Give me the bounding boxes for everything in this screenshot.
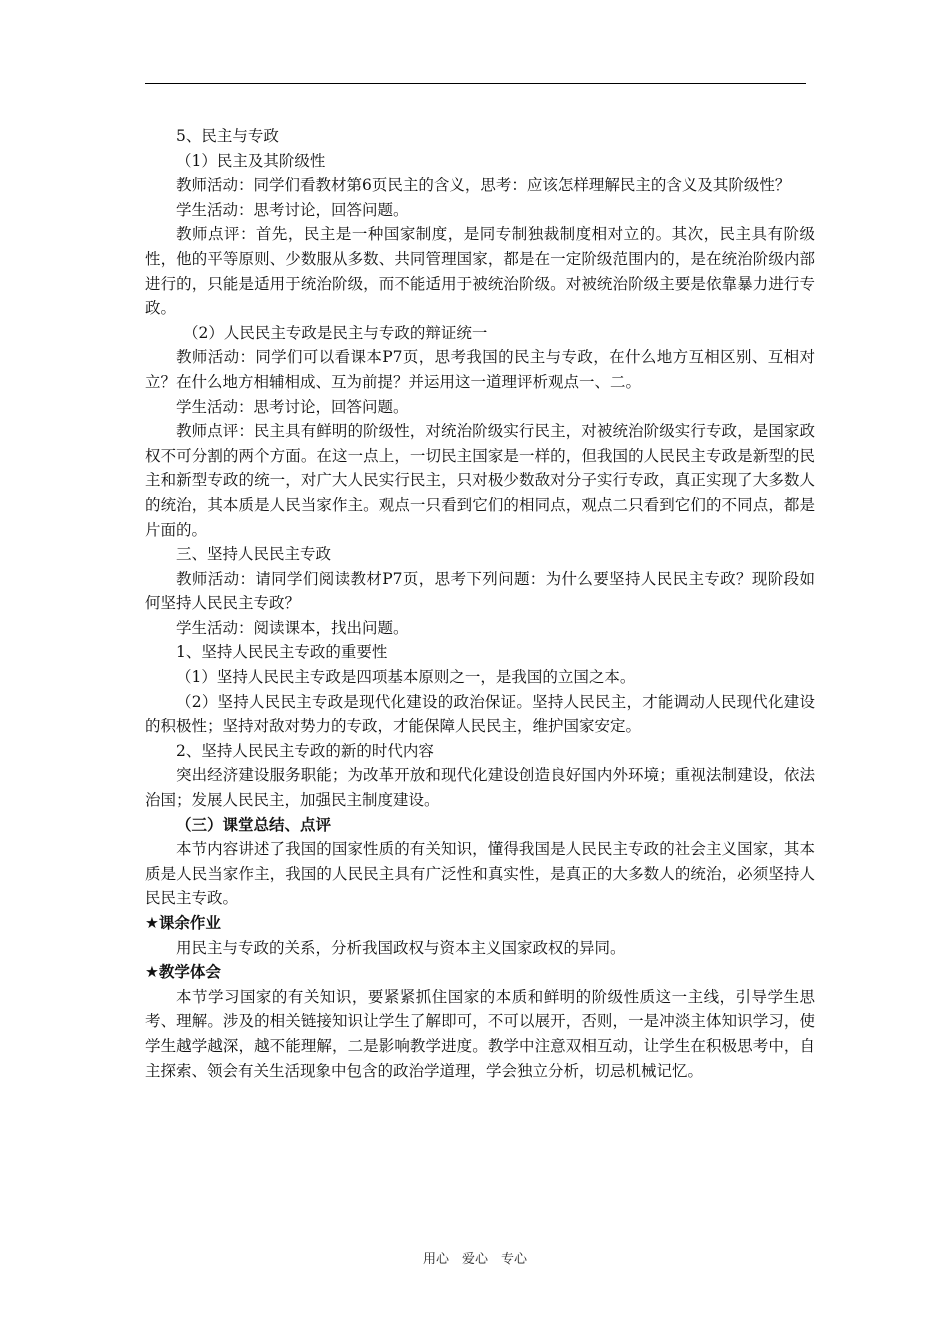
page-footer: 用心 爱心 专心	[422, 1252, 527, 1267]
paragraph: 突出经济建设服务职能；为改革开放和现代化建设创造良好国内外环境；重视法制建设，依法治国；发展人民民主，加强民主制度建设。	[145, 766, 815, 810]
section-heading: ★教学体会	[145, 963, 221, 982]
paragraph: 本节内容讲述了我国的国家性质的有关知识，懂得我国是人民民主专政的社会主义国家，其本质是人民当家作主，我国的人民民主具有广泛性和真实性，是真正的大多数人的统治，必须坚持人民民主专政。	[145, 840, 815, 908]
header-rule	[145, 83, 806, 84]
paragraph: （2）人民民主专政是民主与专政的辩证统一	[183, 323, 488, 342]
paragraph: 用民主与专政的关系，分析我国政权与资本主义国家政权的异同。	[176, 938, 626, 957]
paragraph: 教师活动：请同学们阅读教材P7页，思考下列问题：为什么要坚持人民民主专政？现阶段如何坚持人民民主专政？	[145, 569, 815, 613]
paragraph: 教师点评：民主具有鲜明的阶级性，对统治阶级实行民主，对被统治阶级实行专政，是国家政权不可分割的两个方面。在这一点上，一切民主国家是一样的，但我国的人民民主专政是新型的民主和新型专政的统一，对广大人民实行民主，只对极少数敌对分子实行专政，真正实现了大多数人的统治，其本质是人民当家作主。观点一只看到它们的相同点，观点二只看到它们的不同点，都是片面的。	[145, 422, 815, 539]
section-heading: ★课余作业	[145, 914, 221, 932]
paragraph: 2、坚持人民民主专政的新的时代内容	[176, 741, 434, 760]
paragraph: 学生活动：思考讨论，回答问题。	[176, 200, 409, 219]
paragraph: （1）坚持人民民主专政是四项基本原则之一，是我国的立国之本。	[176, 668, 636, 687]
paragraph: 1、坚持人民民主专政的重要性	[176, 643, 388, 662]
paragraph: 本节学习国家的有关知识，要紧紧抓住国家的本质和鲜明的阶级性质这一主线，引导学生思考、理解。涉及的相关链接知识让学生了解即可，不可以展开，否则，一是冲淡主体知识学习，使学生越学越深，越不能理解，二是影响教学进度。教学中注意双相互动，让学生在积极思考中，自主探索、领会有关生活现象中包含的政治学道理，学会独立分析，切忌机械记忆。	[145, 987, 815, 1080]
paragraph: 学生活动：阅读课本，找出问题。	[176, 618, 409, 637]
paragraph: （2）坚持人民民主专政是现代化建设的政治保证。坚持人民民主，才能调动人民现代化建设的积极性；坚持对敌对势力的专政，才能保障人民民主，维护国家安定。	[145, 692, 815, 736]
paragraph: 5、民主与专政	[176, 127, 279, 145]
document-body	[145, 124, 815, 1083]
paragraph: 教师点评：首先，民主是一种国家制度，是同专制独裁制度相对立的。其次，民主具有阶级性，他的平等原则、少数服从多数、共同管理国家，都是在一定阶级范围内的，是在统治阶级内部进行的，只能是适用于统治阶级，而不能适用于被统治阶级。对被统治阶级主要是依靠暴力进行专政。	[145, 225, 815, 318]
paragraph: （1）民主及其阶级性	[176, 151, 326, 170]
section-heading: （三）课堂总结、点评	[176, 815, 332, 834]
paragraph: 三、坚持人民民主专政	[176, 545, 332, 564]
paragraph: 教师活动：同学们看教材第6页民主的含义，思考：应该怎样理解民主的含义及其阶级性？	[176, 176, 791, 195]
paragraph: 学生活动：思考讨论，回答问题。	[176, 397, 409, 416]
paragraph: 教师活动：同学们可以看课本P7页，思考我国的民主与专政，在什么地方互相区别、互相对立？在什么地方相辅相成、互为前提？并运用这一道理评析观点一、二。	[145, 348, 815, 391]
